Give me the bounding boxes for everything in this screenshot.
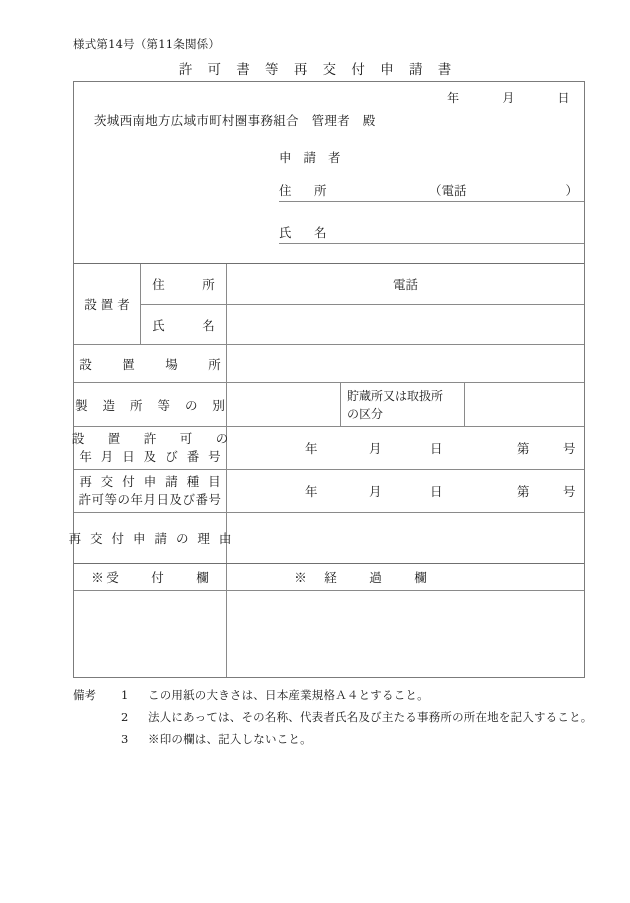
applicant-address-label: 住 所 bbox=[279, 183, 332, 198]
receipt-column-label-text: ※受 付 欄 bbox=[91, 570, 212, 585]
storage-classification-label bbox=[341, 383, 465, 426]
permit-date-label-line1: 設 置 許 可 の bbox=[71, 430, 234, 446]
remarks-item-number: 1 bbox=[121, 688, 129, 702]
permit-date-row bbox=[71, 426, 584, 469]
remarks-item-text: 法人にあっては、その名称、代表者氏名及び主たる事務所の所在地を記入すること。 bbox=[148, 710, 593, 724]
reissue-reason-value[interactable] bbox=[227, 513, 584, 563]
reissue-item-row bbox=[74, 469, 584, 512]
permit-date-value[interactable] bbox=[227, 427, 584, 469]
remarks-item bbox=[73, 684, 593, 706]
applicant-name-row[interactable] bbox=[279, 223, 584, 244]
manufacturing-type-row bbox=[74, 382, 584, 426]
installer-name-value[interactable] bbox=[227, 305, 584, 344]
applicant-tel-open-paren: （電話 bbox=[429, 183, 467, 198]
receipt-value-cell[interactable] bbox=[74, 591, 227, 677]
permit-date-day-label: 日 bbox=[430, 441, 443, 456]
remarks-item-number: 2 bbox=[121, 710, 129, 724]
reissue-reason-row bbox=[68, 512, 584, 563]
reissue-reason-label bbox=[68, 513, 234, 563]
reissue-date-day-label: 日 bbox=[430, 484, 443, 499]
permit-date-label-line2: 年 月 日 及 び 番 号 bbox=[79, 449, 224, 464]
date-month-label: 月 bbox=[502, 91, 515, 105]
form-number: 様式第14号（第11条関係） bbox=[73, 37, 221, 51]
processing-header-row bbox=[74, 563, 584, 590]
manufacturing-type-label-text: 製 造 所 等 の 別 bbox=[75, 397, 231, 413]
addressee: 茨城西南地方広域市町村圏事務組合 管理者 殿 bbox=[94, 113, 376, 128]
installer-name-label: 氏 名 bbox=[141, 305, 227, 344]
installation-place-label bbox=[74, 345, 230, 382]
processing-body-row bbox=[74, 590, 584, 677]
process-value-cell[interactable] bbox=[227, 591, 584, 677]
permit-number-prefix: 第 bbox=[517, 441, 530, 456]
reissue-item-label bbox=[74, 470, 227, 512]
remarks-item-text: この用紙の大きさは、日本産業規格Ａ４とすること。 bbox=[148, 688, 429, 702]
applicant-tel-close-paren: ） bbox=[565, 183, 578, 198]
application-form-frame bbox=[68, 81, 585, 678]
remarks-title: 備考 bbox=[73, 688, 96, 702]
permit-date-label bbox=[71, 427, 234, 469]
process-column-label bbox=[227, 564, 584, 590]
remarks-item-number: 3 bbox=[121, 732, 129, 746]
manufacturing-type-label bbox=[74, 383, 231, 426]
permit-date-month-label: 月 bbox=[369, 441, 382, 456]
date-year-label: 年 bbox=[447, 91, 460, 105]
installation-place-label-text: 設 置 場 所 bbox=[79, 356, 230, 372]
receipt-column-label bbox=[74, 564, 227, 590]
manufacturing-type-value[interactable] bbox=[227, 383, 341, 426]
remarks-item bbox=[73, 728, 593, 750]
permit-number-suffix: 号 bbox=[563, 441, 576, 456]
remarks-item-text: ※印の欄は、記入しないこと。 bbox=[148, 732, 312, 746]
installer-label: 設 置 者 bbox=[74, 264, 141, 344]
reissue-number-prefix: 第 bbox=[517, 484, 530, 499]
reissue-item-label-line1: 再 交 付 申 請 種 目 bbox=[79, 473, 224, 489]
remarks-item bbox=[73, 706, 593, 728]
form-table bbox=[68, 263, 584, 677]
reissue-date-year-label: 年 bbox=[305, 484, 318, 499]
installer-address-subrow bbox=[141, 264, 584, 304]
installer-address-value[interactable] bbox=[227, 264, 584, 304]
installer-address-label: 住 所 bbox=[141, 264, 227, 304]
page-title: 許 可 書 等 再 交 付 申 請 書 bbox=[178, 62, 457, 78]
reissue-item-label-line2: 許可等の年月日及び番号 bbox=[78, 492, 222, 507]
reissue-item-value[interactable] bbox=[227, 470, 584, 512]
applicant-name-label: 氏 名 bbox=[279, 225, 332, 240]
installation-place-value[interactable] bbox=[227, 345, 584, 382]
storage-classification-value[interactable] bbox=[465, 383, 584, 426]
applicant-address-row[interactable] bbox=[279, 181, 584, 202]
permit-date-year-label: 年 bbox=[305, 441, 318, 456]
date-day-label: 日 bbox=[557, 91, 570, 105]
date-line bbox=[74, 89, 570, 106]
installation-place-row bbox=[74, 344, 584, 382]
installer-name-subrow bbox=[141, 304, 584, 344]
reissue-reason-label-text: 再 交 付 申 請 の 理 由 bbox=[68, 531, 234, 546]
reissue-number-suffix: 号 bbox=[563, 484, 576, 499]
storage-classification-label-line1: 貯蔵所又は取扱所 bbox=[347, 388, 444, 403]
remarks-section bbox=[73, 684, 593, 750]
process-column-label-text: ※ 経 過 欄 bbox=[294, 570, 430, 585]
installer-row bbox=[74, 263, 584, 344]
reissue-date-month-label: 月 bbox=[369, 484, 382, 499]
installer-tel-label: 電話 bbox=[392, 277, 418, 292]
applicant-label: 申 請 者 bbox=[279, 150, 345, 165]
storage-classification-label-line2: の区分 bbox=[347, 406, 384, 421]
